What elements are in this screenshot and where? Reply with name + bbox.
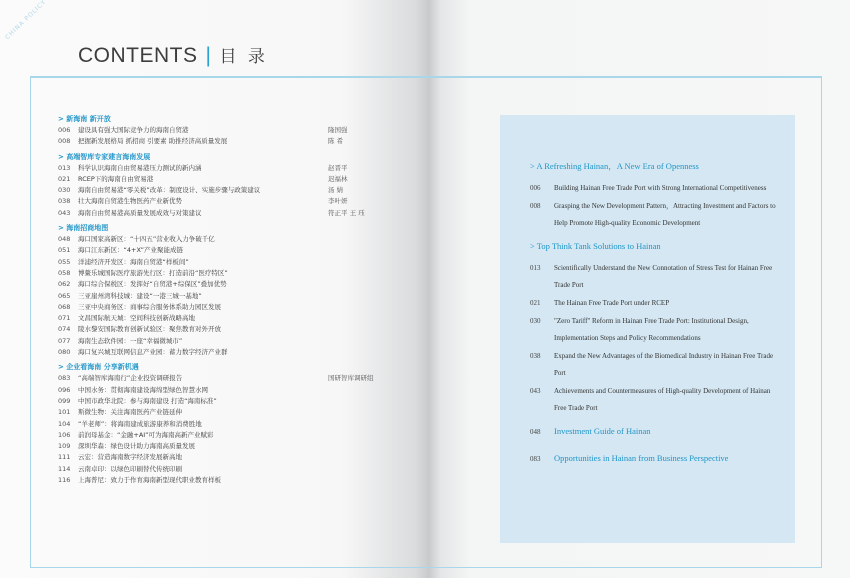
toc-entry-title: Expand the New Advantages of the Biomedical Industry in Hainan Free Trade Port	[554, 352, 774, 377]
toc-entry[interactable]	[530, 198, 780, 232]
toc-entry[interactable]	[58, 452, 358, 463]
toc-entry[interactable]	[58, 347, 358, 358]
toc-entry-title: 斯微生物：关注海南医药产业链延伸	[78, 408, 182, 417]
toc-entry-title: 海口江东新区：“4+X”产业聚能成链	[78, 246, 184, 255]
title-chinese: 目 录	[219, 47, 268, 67]
toc-page-number: 071	[58, 314, 71, 323]
toc-entry[interactable]	[58, 475, 358, 486]
toc-entry[interactable]	[530, 383, 780, 417]
toc-page-number: 068	[58, 302, 71, 311]
toc-author: 陈 希	[328, 137, 344, 146]
toc-entry[interactable]	[58, 407, 358, 418]
toc-entry-title: 文昌国际航天城：空间科技创新战略高地	[78, 314, 195, 323]
toc-entry-title: 上海普尼：致力于作育海南新型现代职业教育样板	[78, 476, 221, 485]
toc-page-number: 013	[58, 163, 71, 172]
toc-page-number: 058	[58, 268, 71, 277]
toc-section-title: > 新海南 新开放	[58, 115, 111, 123]
toc-entry-title: 海口复兴城互联网信息产业园：蓄力数字经济产业群	[78, 348, 228, 357]
toc-entry[interactable]	[58, 136, 358, 147]
toc-entry[interactable]	[58, 174, 358, 185]
toc-entry[interactable]	[58, 125, 358, 136]
toc-entry-title: 海口国家高新区：“十四五”营业收入力争破千亿	[78, 235, 215, 244]
frame-line-right	[821, 76, 822, 568]
toc-page-number: 030	[530, 317, 541, 325]
page-title	[78, 42, 268, 68]
toc-entry[interactable]	[58, 441, 358, 452]
toc-page-number: 043	[530, 387, 541, 395]
toc-entry[interactable]	[58, 464, 358, 475]
section-gap	[530, 465, 780, 472]
toc-entry-title: 云南卓印：以绿色印刷替代传统印刷	[78, 464, 182, 473]
toc-entry-title: Scientifically Understand the New Connotation of Stress Test for Hainan Free Trade Port	[554, 264, 773, 289]
toc-page-number: 065	[58, 291, 71, 300]
toc-entry-title: 海南生态软件园：一座“幸福微城市”	[78, 336, 183, 345]
english-toc	[530, 160, 780, 472]
chinese-toc	[58, 114, 374, 486]
toc-entry[interactable]	[58, 163, 358, 174]
toc-entry[interactable]	[58, 302, 358, 313]
toc-author: 李叶妍	[328, 197, 348, 206]
toc-entry[interactable]	[58, 324, 358, 335]
toc-page-number: 006	[530, 184, 541, 192]
toc-page-number: 099	[58, 396, 71, 405]
toc-page-number: 030	[58, 186, 71, 195]
toc-entry-title: Achievements and Countermeasures of High-quality Development of Hainan Free Trade Port	[554, 387, 771, 412]
toc-page-number: 021	[530, 299, 541, 307]
section-gap	[530, 173, 780, 180]
toc-page-number: 038	[530, 352, 541, 360]
toc-entry-title: The Hainan Free Trade Port under RCEP	[554, 299, 670, 307]
toc-page-number: 013	[530, 264, 541, 272]
toc-page-number: 038	[58, 197, 71, 206]
toc-entry[interactable]	[58, 268, 358, 279]
toc-entry-title: 云宏：营造海南数字经济发展新高地	[78, 453, 182, 462]
toc-page-number: 048	[530, 428, 541, 436]
toc-entry-title: 陵水黎安国际教育创新试验区：聚焦教育对外开放	[78, 325, 221, 334]
toc-entry[interactable]	[58, 279, 358, 290]
toc-author: 迟福林	[328, 174, 348, 183]
toc-entry[interactable]	[58, 196, 358, 207]
toc-entry[interactable]	[530, 348, 780, 382]
toc-author: 隆国强	[328, 126, 348, 134]
toc-entry[interactable]	[58, 245, 358, 256]
toc-entry[interactable]	[530, 313, 780, 347]
toc-page-number: 008	[58, 137, 71, 146]
toc-entry[interactable]	[58, 185, 358, 196]
toc-section-title: > 企业看海南 分享新机遇	[58, 363, 139, 372]
frame-line-top-left	[30, 76, 428, 78]
toc-author: 汤 婧	[328, 186, 344, 195]
toc-page-number: 083	[530, 455, 541, 463]
toc-entry-title: 海南自由贸易港“零关税”改革：制度设计、实施步骤与政策建议	[78, 186, 261, 195]
toc-page-number: 116	[58, 476, 71, 485]
toc-section-title: > Top Think Tank Solutions to Hainan	[530, 241, 661, 251]
toc-page-number: 114	[58, 464, 71, 473]
toc-page-number: 008	[530, 202, 541, 210]
toc-page-number: 055	[58, 257, 71, 266]
toc-author: 国研智库调研组	[328, 374, 374, 383]
toc-page-number: 106	[58, 430, 71, 439]
toc-entry[interactable]	[58, 208, 365, 219]
toc-entry-title: RCEP下的海南自由贸易港	[78, 174, 154, 183]
frame-line-bottom-right	[428, 567, 822, 568]
toc-page-number: 043	[58, 208, 71, 217]
toc-entry[interactable]	[530, 180, 780, 197]
toc-entry-title: "Zero Tariff" Reform in Hainan Free Trade Port: Institutional Design, Implementation Steps and Policy Recommendations	[554, 317, 749, 342]
toc-entry-title: 中国市政华北院：参与海南建设 打造“海南标准”	[78, 396, 217, 405]
toc-entry[interactable]	[530, 260, 780, 294]
toc-section-entry[interactable]	[530, 425, 780, 438]
toc-entry-title: “羊老师”：将海南建成旅游康养和消费胜地	[78, 419, 202, 428]
toc-page-number: 080	[58, 348, 71, 357]
toc-entry[interactable]	[58, 291, 358, 302]
toc-entry-title: 海南自由贸易港高质量发展成效与对策建议	[78, 208, 202, 217]
toc-entry-title: “高端智库海南行”企业投资调研报告	[78, 374, 183, 383]
toc-section-title: Opportunities in Hainan from Business Perspective	[554, 453, 729, 463]
section-gap	[530, 233, 780, 240]
toc-author: 赵晋平	[328, 163, 348, 172]
toc-entry[interactable]	[58, 336, 358, 347]
title-separator: |	[205, 44, 212, 67]
toc-section-title: > A Refreshing Hainan，A New Era of Openness	[530, 161, 699, 171]
toc-entry-title: 建设具有强大国际竞争力的海南自贸港	[78, 126, 189, 134]
frame-line-top-right	[428, 76, 822, 78]
toc-entry[interactable]	[58, 430, 358, 441]
toc-entry-title: 洋浦经济开发区：海南自贸港“样板间”	[78, 257, 189, 266]
toc-entry-title: 前润母基金：“金融+AI”可为海南高新产业赋彩	[78, 430, 214, 439]
section-gap	[530, 253, 780, 260]
section-gap	[530, 418, 780, 425]
toc-page-number: 006	[58, 126, 71, 134]
toc-entry-title: 三亚中央商务区：商事综合服务体系助力园区发展	[78, 302, 221, 311]
toc-entry-title: 壮大海南自贸港生物医药产业新优势	[78, 197, 182, 206]
toc-page-number: 074	[58, 325, 71, 334]
toc-entry[interactable]	[58, 257, 358, 268]
toc-entry-title: 海口综合保税区：发挥好“自贸港+综保区”叠加优势	[78, 280, 227, 289]
toc-page-number: 077	[58, 336, 71, 345]
toc-entry[interactable]	[58, 419, 358, 430]
toc-page-number: 051	[58, 246, 71, 255]
toc-entry[interactable]	[58, 385, 358, 396]
toc-page-number: 021	[58, 174, 71, 183]
toc-entry[interactable]	[58, 313, 358, 324]
toc-entry-title: 三亚崖州湾科技城：建设“一港三城一基地”	[78, 291, 202, 300]
frame-line-left	[30, 76, 31, 568]
toc-entry[interactable]	[58, 396, 358, 407]
toc-entry-title: 把握新发展格局 抓招商 引要素 助推经济高质量发展	[78, 137, 228, 146]
toc-entry-title: 科学认识海南自由贸易港压力测试的新内涵	[78, 163, 202, 172]
toc-entry-title: 深圳华森：绿色设计助力海南高质量发展	[78, 442, 195, 451]
toc-page-number: 048	[58, 235, 71, 244]
toc-entry[interactable]	[530, 295, 780, 312]
toc-entry-title: Grasping the New Development Pattern，Attracting Investment and Factors to Help Promote High-quality Economic Development	[554, 202, 776, 227]
toc-page-number: 083	[58, 374, 71, 383]
toc-page-number: 096	[58, 385, 71, 394]
toc-entry-title: 中国水务：贯彻海南建设海绵型绿色智慧水网	[78, 385, 208, 394]
toc-section-title: Investment Guide of Hainan	[554, 426, 651, 436]
toc-entry[interactable]	[58, 373, 374, 384]
title-english: CONTENTS	[78, 44, 198, 67]
toc-entry[interactable]	[58, 234, 358, 245]
toc-entry-title: Building Hainan Free Trade Port with Strong International Competitiveness	[554, 184, 767, 192]
toc-page-number: 111	[58, 453, 71, 462]
toc-page-number: 104	[58, 419, 71, 428]
toc-page-number: 101	[58, 408, 71, 417]
toc-page-number: 109	[58, 442, 71, 451]
frame-line-bottom-left	[30, 567, 428, 568]
section-gap	[530, 445, 780, 452]
toc-author: 符正平 王 珏	[328, 208, 365, 217]
toc-section-entry[interactable]	[530, 452, 780, 465]
toc-section-title: > 海南招商地图	[58, 224, 109, 233]
toc-section-title: > 高端智库专家建言海南发展	[58, 152, 151, 161]
section-gap	[530, 438, 780, 445]
toc-page-number: 062	[58, 280, 71, 289]
toc-entry-title: 博鳌乐城国际医疗旅游先行区：打造前沿“医疗特区”	[78, 268, 228, 277]
